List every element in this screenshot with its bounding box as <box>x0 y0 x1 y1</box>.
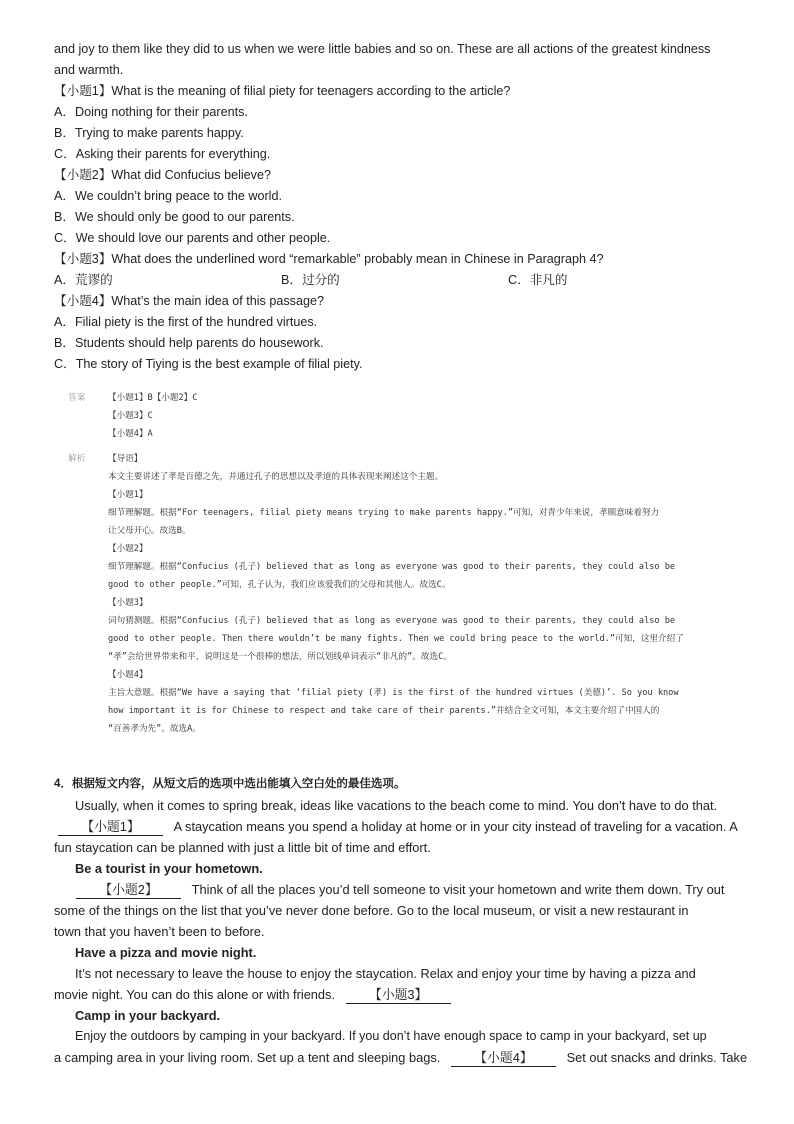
section-4-paragraph: some of the things on the list that you’ve never done before. Go to the local museum, or visit a new restaurant in <box>54 903 689 918</box>
analysis-line: 【小题4】 <box>108 670 148 680</box>
question-1-option-b: B．Trying to make parents happy. <box>54 126 244 140</box>
analysis-line: 让父母开心。故选B。 <box>108 526 191 536</box>
analysis-label: 解析 <box>68 454 86 464</box>
blank-1[interactable] <box>58 819 163 836</box>
section-4-title: 4．根据短文内容，从短文后的选项中选出能填入空白处的最佳选项。 <box>54 778 406 790</box>
blank-1-label: 【小题1】 <box>81 819 140 834</box>
analysis-line: good to other people.”可知，孔子认为，我们应该爱我们的父母和其他人。故选C。 <box>108 580 451 590</box>
section-4-paragraph: fun staycation can be planned with just a little bit of time and effort. <box>54 840 431 855</box>
question-3: 【小题3】What does the underlined word “remarkable” probably mean in Chinese in Paragraph 4? <box>54 252 604 266</box>
answer-line: 【小题1】B【小题2】C <box>108 393 198 403</box>
blank-3[interactable] <box>346 987 451 1004</box>
section-4-paragraph: It’s not necessary to leave the house to enjoy the staycation. Relax and enjoy your time by having a pizza and <box>75 966 696 981</box>
question-2-option-b: B．We should only be good to our parents. <box>54 210 295 224</box>
question-1-option-a: A．Doing nothing for their parents. <box>54 105 248 119</box>
section-4-text: Set out snacks and drinks. Take <box>566 1050 748 1065</box>
question-4-option-c: C．The story of Tiying is the best example of filial piety. <box>54 357 363 371</box>
section-4-paragraph: Enjoy the outdoors by camping in your backyard. If you don’t have enough space to camp in your backyard, set up <box>75 1029 707 1043</box>
section-4-paragraph <box>54 879 744 900</box>
section-4-paragraph <box>54 1047 748 1068</box>
question-1-option-c: C．Asking their parents for everything. <box>54 147 271 161</box>
question-4-option-a: A．Filial piety is the first of the hundred virtues. <box>54 315 318 329</box>
analysis-line: 词句猜测题。根据“Confucius (孔子) believed that as long as everyone was good to their parents, they could also be <box>108 616 676 626</box>
section-4-text: A staycation means you spend a holiday at home or in your city instead of traveling for a vacation. A <box>173 819 738 834</box>
question-3-option-c: C．非凡的 <box>508 273 568 287</box>
passage-line: and warmth. <box>54 63 124 77</box>
section-4-text: movie night. You can do this alone or with friends. <box>54 987 335 1002</box>
analysis-line: 【导语】 <box>108 454 143 464</box>
question-2: 【小题2】What did Confucius believe? <box>54 168 271 182</box>
passage-line: and joy to them like they did to us when we were little babies and so on. These are all actions of the greatest kindness <box>54 42 711 56</box>
section-4 <box>54 774 748 1068</box>
blank-2[interactable] <box>76 882 181 899</box>
question-4: 【小题4】What’s the main idea of this passage? <box>54 294 324 308</box>
blank-4-label: 【小题4】 <box>474 1050 533 1065</box>
answer-line: 【小题3】C <box>108 411 153 421</box>
analysis-line: 本文主要讲述了孝是百德之先，并通过孔子的思想以及孝道的具体表现来阐述这个主题。 <box>108 472 444 482</box>
section-heading: Have a pizza and movie night. <box>75 945 257 960</box>
blank-2-label: 【小题2】 <box>99 882 158 897</box>
analysis-line: 【小题3】 <box>108 598 148 608</box>
blank-3-label: 【小题3】 <box>369 987 428 1002</box>
question-1: 【小题1】What is the meaning of filial piety for teenagers according to the article? <box>54 84 511 98</box>
section-heading: Be a tourist in your hometown. <box>75 861 263 876</box>
analysis-line: good to other people. Then there wouldn’t be many fights. Then we could bring peace to the world.”可知，这里介绍了 <box>108 634 684 644</box>
section-4-text: a camping area in your living room. Set up a tent and sleeping bags. <box>54 1050 441 1065</box>
analysis-line: “百善孝为先”。故选A。 <box>108 724 201 734</box>
analysis-line: 【小题1】 <box>108 490 148 500</box>
question-4-option-b: B．Students should help parents do housework. <box>54 336 324 350</box>
section-4-paragraph: Usually, when it comes to spring break, ideas like vacations to the beach come to mind. You don’t have to do that. <box>75 798 718 813</box>
answer-block <box>68 389 748 443</box>
section-heading: Camp in your backyard. <box>75 1008 221 1023</box>
section-4-paragraph <box>54 984 744 1005</box>
questions-block <box>54 39 744 375</box>
analysis-line: 【小题2】 <box>108 544 148 554</box>
question-2-option-a: A．We couldn’t bring peace to the world. <box>54 189 282 203</box>
section-4-paragraph <box>54 816 744 837</box>
analysis-line: 细节理解题。根据“Confucius (孔子) believed that as long as everyone was good to their parents, they could also be <box>108 562 676 572</box>
answer-line: 【小题4】A <box>108 429 153 439</box>
analysis-line: 细节理解题。根据“For teenagers, filial piety means trying to make parents happy.”可知，对青少年来说，孝顺意味着努力 <box>108 508 660 518</box>
question-2-option-c: C．We should love our parents and other people. <box>54 231 331 245</box>
analysis-line: 主旨大意题。根据“We have a saying that ‘filial piety (孝) is the first of the hundred virtues (美德)’. So you know <box>108 688 679 698</box>
question-3-option-b: B．过分的 <box>281 273 340 287</box>
analysis-line: “孝”会给世界带来和平，说明这是一个很棒的想法，所以划线单词表示“非凡的”。故选C。 <box>108 652 452 662</box>
section-4-text: Think of all the places you’d tell someone to visit your hometown and write them down. Try out <box>191 882 725 897</box>
question-3-options <box>54 270 744 291</box>
question-3-option-a: A．荒谬的 <box>54 273 113 287</box>
section-4-paragraph: town that you haven’t been to before. <box>54 924 265 939</box>
analysis-block <box>68 450 748 738</box>
answer-label: 答案 <box>68 393 86 403</box>
analysis-line: how important it is for Chinese to respect and take care of their parents.”并结合全文可知，本文主要介绍了中国人的 <box>108 706 660 716</box>
blank-4[interactable] <box>451 1050 556 1067</box>
